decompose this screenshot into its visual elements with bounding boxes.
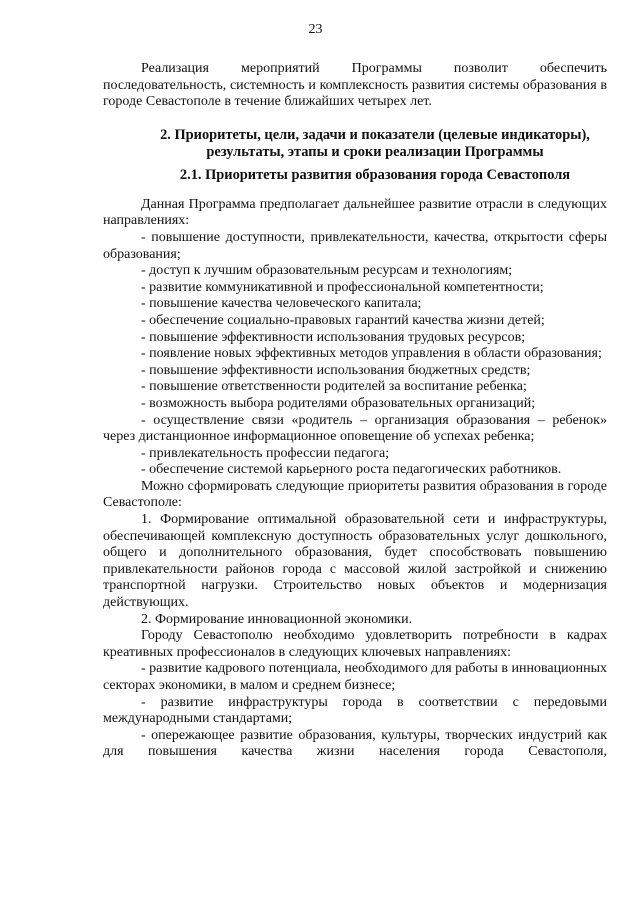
direction-item: - доступ к лучшим образовательным ресурсам и технологиям;: [141, 263, 513, 279]
economy-item: - опережающее развитие образования, культуры, творческих индустрий как для повышения качества жизни населения города Севастополя,: [103, 727, 607, 760]
priority-item-2: 2. Формирование инновационной экономики.: [141, 611, 413, 627]
direction-item: - повышение ответственности родителей за воспитание ребенка;: [141, 379, 527, 395]
direction-item: - развитие коммуникативной и профессиональной компетентности;: [141, 279, 544, 295]
section-heading-line-2: результаты, этапы и сроки реализации Программы: [206, 143, 544, 160]
direction-item: - повышение эффективности использования бюджетных средств;: [141, 362, 531, 378]
direction-item: - осуществление связи «родитель – организация образования – ребенок» через дистанционное информационное оповещение об успехах ребенка;: [103, 412, 607, 445]
priorities-lead: Можно сформировать следующие приоритеты развития образования в городе Севастополе:: [103, 478, 607, 511]
priority-item-1: 1. Формирование оптимальной образовательной сети и инфраструктуры, обеспечивающей комплексную доступность образовательных услуг дошкольного, общего и дополнительного образования, будет способствовать повышению привлекательности районов города с массовой жилой застройкой и снижению транспортной нагрузки. Строительство новых объектов и модернизация действующих.: [103, 512, 607, 611]
economy-item: - развитие кадрового потенциала, необходимого для работы в инновационных секторах экономики, в малом и среднем бизнесе;: [103, 661, 607, 693]
direction-item: - привлекательность профессии педагога;: [141, 445, 390, 461]
economy-lead: Городу Севастополю необходимо удовлетворить потребности в кадрах креативных профессионалов в следующих ключевых направлениях:: [103, 628, 607, 660]
page-body: [103, 61, 607, 761]
subsection-heading: 2.1. Приоритеты развития образования города Севастополя: [179, 166, 571, 183]
direction-item: - обеспечение системой карьерного роста педагогических работников.: [141, 462, 562, 478]
section-heading: [103, 127, 607, 161]
direction-item: - повышение качества человеческого капитала;: [141, 296, 422, 312]
section-heading-line-1: 2. Приоритеты, цели, задачи и показатели (целевые индикаторы),: [160, 126, 590, 143]
direction-item: - повышение доступности, привлекательности, качества, открытости сферы образования;: [103, 229, 607, 262]
direction-item: - обеспечение социально-правовых гарантий качества жизни детей;: [141, 312, 545, 328]
page-number: 23: [308, 22, 323, 37]
direction-item: - возможность выбора родителями образовательных организаций;: [141, 395, 536, 411]
direction-item: - появление новых эффективных методов управления в области образования;: [141, 346, 602, 362]
lead-paragraph: Данная Программа предполагает дальнейшее развитие отрасли в следующих направлениях:: [103, 196, 607, 229]
intro-paragraph: Реализация мероприятий Программы позволит обеспечить последовательность, системность и комплексность развития системы образования в городе Севастополе в течение ближайших четырех лет.: [103, 61, 607, 110]
economy-item: - развитие инфраструктуры города в соответствии с передовыми международными стандартами;: [103, 694, 607, 727]
direction-item: - повышение эффективности использования трудовых ресурсов;: [141, 329, 526, 345]
